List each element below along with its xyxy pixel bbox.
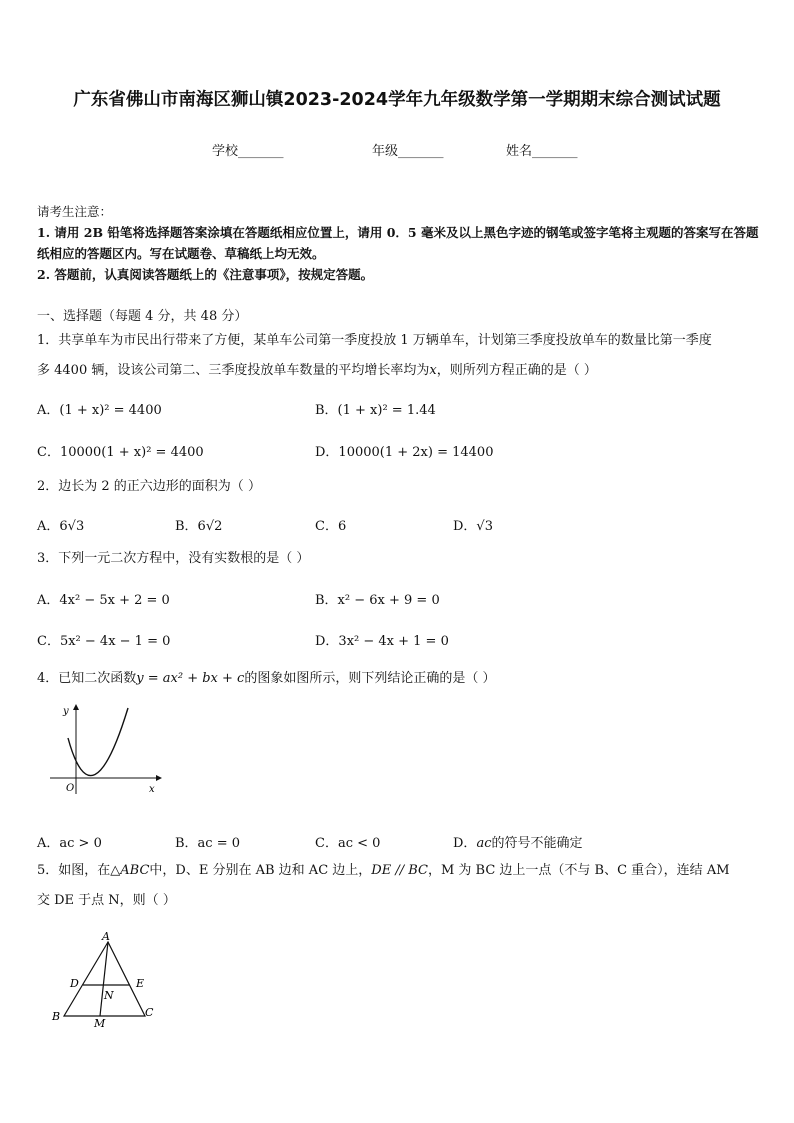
- parabola-graph: [48, 700, 168, 800]
- question-4-text-end: 的图象如图所示，则下列结论正确的是（ ）: [244, 671, 496, 686]
- origin-label: O: [66, 783, 75, 794]
- q1-option-a[interactable]: A．(1 + x)² = 4400: [37, 403, 162, 418]
- triangle-abc: △ABC: [110, 863, 150, 878]
- name-field[interactable]: 姓名_______: [506, 144, 578, 159]
- q2-option-d[interactable]: D．√3: [453, 519, 493, 534]
- q1-option-b[interactable]: B．(1 + x)² = 1.44: [315, 403, 436, 418]
- question-3-stem: 3．下列一元二次方程中，没有实数根的是（ ）: [37, 551, 310, 566]
- label-m: M: [94, 1017, 106, 1030]
- label-n: N: [104, 989, 114, 1002]
- parabola-curve: [68, 708, 128, 776]
- q3-option-a[interactable]: A．4x² − 5x + 2 = 0: [37, 593, 170, 608]
- question-1-text: 多 4400 辆，设该公司第二、三季度投放单车数量的平均增长率均为: [37, 363, 430, 378]
- y-axis-arrow-icon: [73, 704, 79, 710]
- quadratic-formula: y = ax² + bx + c: [136, 671, 245, 686]
- question-2-stem: 2．边长为 2 的正六边形的面积为（ ）: [37, 479, 261, 494]
- exam-notes: [37, 201, 762, 285]
- parallel-relation: DE // BC: [371, 863, 428, 878]
- variable-x: x: [429, 363, 437, 378]
- x-axis-arrow-icon: [156, 775, 162, 781]
- question-5-text: 5．如图，在: [37, 863, 111, 878]
- grade-field[interactable]: 年级_______: [372, 144, 444, 159]
- q4-option-a[interactable]: A．ac > 0: [37, 836, 102, 851]
- question-1-line-1: 1．共享单车为市民出行带来了方便，某单车公司第一季度投放 1 万辆单车，计划第三季度投放单车的数量比第一季度: [37, 333, 712, 348]
- label-b: B: [52, 1010, 61, 1023]
- question-1-text-end: ，则所列方程正确的是（ ）: [436, 363, 597, 378]
- triangle-diagram: [44, 928, 164, 1033]
- notes-heading: 请考生注意：: [37, 204, 113, 219]
- exam-title: 广东省佛山市南海区狮山镇2023-2024学年九年级数学第一学期期末综合测试试题: [73, 90, 721, 110]
- q3-option-c[interactable]: C．5x² − 4x − 1 = 0: [37, 634, 171, 649]
- q4-option-d-var: ac: [476, 836, 492, 851]
- q3-option-b[interactable]: B．x² − 6x + 9 = 0: [315, 593, 440, 608]
- question-5-stem: [37, 856, 762, 916]
- q2-option-c[interactable]: C．6: [315, 519, 347, 534]
- q3-option-d[interactable]: D．3x² − 4x + 1 = 0: [315, 634, 449, 649]
- q1-option-c[interactable]: C．10000(1 + x)² = 4400: [37, 445, 204, 460]
- x-axis-label: x: [149, 784, 155, 795]
- label-c: C: [145, 1006, 154, 1019]
- q1-option-d[interactable]: D．10000(1 + 2x) = 14400: [315, 445, 494, 460]
- q4-option-b[interactable]: B．ac = 0: [175, 836, 241, 851]
- question-1-line-2: [37, 356, 762, 386]
- label-e: E: [136, 977, 145, 990]
- q2-option-b[interactable]: B．6√2: [175, 519, 223, 534]
- q4-option-d-text: 的符号不能确定: [491, 836, 583, 851]
- question-1-stem: [37, 326, 762, 386]
- q4-option-d[interactable]: [453, 832, 582, 851]
- school-field[interactable]: 学校_______: [212, 144, 284, 159]
- notes-item-2: 2. 答题前，认真阅读答题纸上的《注意事项》，按规定答题。: [37, 267, 374, 282]
- section-heading: 一、选择题（每题 4 分，共 48 分）: [37, 309, 248, 324]
- q4-option-c[interactable]: C．ac < 0: [315, 836, 381, 851]
- question-5-text-end: ，M 为 BC 边上一点（不与 B、C 重合），连结 AM: [427, 863, 730, 878]
- y-axis-label: y: [63, 706, 69, 717]
- question-5-line-1: [37, 856, 762, 886]
- question-5-line-2: 交 DE 于点 N，则（ ）: [37, 893, 176, 908]
- label-a: A: [102, 930, 110, 943]
- question-5-text-mid: 中，D、E 分别在 AB 边和 AC 边上，: [149, 863, 372, 878]
- question-4-text: 4．已知二次函数: [37, 671, 137, 686]
- notes-item-1: 1. 请用 2B 铅笔将选择题答案涂填在答题纸相应位置上，请用 0．5 毫米及以上黑色字迹的钢笔或签字笔将主观题的答案写在答题纸相应的答题区内。写在试题卷、草稿纸上均无效。: [37, 225, 759, 261]
- q2-option-a[interactable]: A．6√3: [37, 519, 85, 534]
- label-d: D: [70, 977, 79, 990]
- q4-option-d-prefix: D．: [453, 836, 477, 851]
- question-4-stem: [37, 664, 762, 694]
